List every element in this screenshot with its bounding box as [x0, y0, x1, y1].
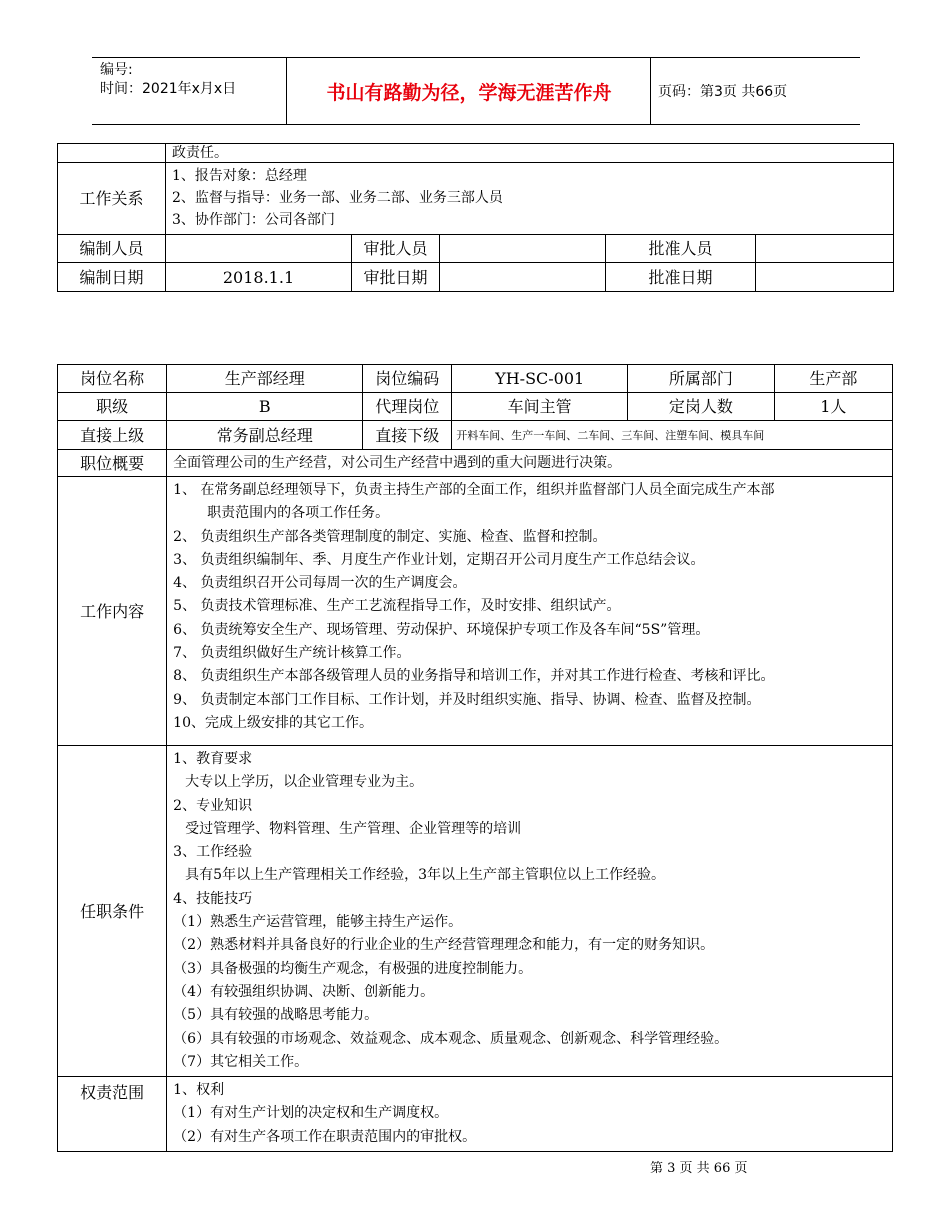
duty-item: 职责范围内的各项工作任务。: [207, 505, 390, 522]
overview-label: 职位概要: [58, 450, 167, 477]
duty-item: 5、 负责技术管理标准、生产工艺流程指导工作，及时安排、组织试产。: [173, 598, 621, 615]
authority-item: （2）有对生产各项工作在职责范围内的审批权。: [173, 1128, 477, 1145]
cell-empty: [58, 144, 166, 163]
grade-value: B: [167, 393, 363, 421]
qualification-content: [167, 746, 893, 1077]
qual-item: （4）有较强组织协调、决断、创新能力。: [173, 983, 435, 1000]
fragment-text: 政责任。: [166, 144, 894, 163]
duty-item: 4、 负责组织召开公司每周一次的生产调度会。: [173, 575, 467, 592]
qual-item: 大专以上学历，以企业管理专业为主。: [185, 774, 424, 791]
relation-line: 1、报告对象：总经理: [172, 168, 307, 184]
position-code-label: 岗位编码: [363, 365, 452, 393]
department-label: 所属部门: [628, 365, 775, 393]
qual-item: （2）熟悉材料并具备良好的行业企业的生产经营管理理念和能力，有一定的财务知识。: [173, 937, 715, 954]
approve-date-label: 审批日期: [352, 263, 440, 292]
superior-label: 直接上级: [58, 421, 167, 450]
ratifier-value: [756, 235, 894, 263]
ratify-date-value: [756, 263, 894, 292]
qual-item: （6）具有较强的市场观念、效益观念、成本观念、质量观念、创新观念、科学管理经验。: [173, 1030, 729, 1047]
edit-date-value: 2018.1.1: [166, 263, 352, 292]
grade-label: 职级: [58, 393, 167, 421]
authority-content: [167, 1077, 893, 1152]
deputy-value: 车间主管: [452, 393, 628, 421]
position-name-value: 生产部经理: [167, 365, 363, 393]
duty-item: 8、 负责组织生产本部各级管理人员的业务指导和培训工作，并对其工作进行检查、考核和评比。: [173, 668, 775, 685]
job-description-table: [57, 364, 893, 1152]
headcount-label: 定岗人数: [628, 393, 775, 421]
qual-item: 1、教育要求: [173, 751, 253, 767]
qual-item: （5）具有较强的战略思考能力。: [173, 1007, 379, 1024]
header-page-info: 页码：第3页 共66页: [658, 84, 788, 100]
approver-value: [440, 235, 606, 263]
subordinate-value: 开料车间、生产一车间、二车间、三车间、注塑车间、模具车间: [452, 421, 893, 450]
overview-text: 全面管理公司的生产经营，对公司生产经营中遇到的重大问题进行决策。: [167, 450, 893, 477]
position-name-label: 岗位名称: [58, 365, 167, 393]
relation-content: [166, 163, 894, 235]
qual-item: （1）熟悉生产运营管理，能够主持生产运作。: [173, 914, 463, 931]
headcount-value: 1人: [774, 393, 892, 421]
approve-date-value: [440, 263, 606, 292]
relation-label: 工作关系: [58, 163, 166, 235]
page-footer: 第 3 页 共 66 页: [650, 1161, 748, 1176]
department-value: 生产部: [774, 365, 892, 393]
qual-item: 4、技能技巧: [173, 890, 253, 907]
duties-content: [167, 477, 893, 746]
duty-item: 7、 负责组织做好生产统计核算工作。: [173, 645, 411, 662]
approver-label: 审批人员: [352, 235, 440, 263]
page-header: [92, 57, 860, 125]
duty-item: 9、 负责制定本部门工作目标、工作计划，并及时组织实施、指导、协调、检查、监督及控制。: [173, 691, 761, 708]
superior-value: 常务副总经理: [167, 421, 363, 450]
doc-time: 时间：2021年x月x日: [100, 81, 237, 97]
editor-value: [166, 235, 352, 263]
doc-number-label: 编号:: [100, 62, 133, 78]
qual-item: 2、专业知识: [173, 797, 253, 814]
authority-item: 1、权利: [173, 1082, 225, 1099]
edit-date-label: 编制日期: [58, 263, 166, 292]
qual-item: 3、工作经验: [173, 844, 253, 861]
job-table-continued: [57, 143, 894, 292]
header-divider: [650, 58, 651, 124]
authority-label: 权责范围: [58, 1077, 167, 1152]
relation-line: 2、监督与指导：业务一部、业务二部、业务三部人员: [172, 190, 503, 206]
header-meta: [100, 61, 236, 99]
authority-item: （1）有对生产计划的决定权和生产调度权。: [173, 1105, 449, 1122]
header-divider: [286, 58, 287, 124]
relation-line: 3、协作部门：公司各部门: [172, 212, 335, 228]
qual-item: 具有5年以上生产管理相关工作经验，3年以上生产部主管职位以上工作经验。: [185, 867, 665, 884]
deputy-label: 代理岗位: [363, 393, 452, 421]
qual-item: （7）其它相关工作。: [173, 1053, 309, 1070]
position-code-value: YH-SC-001: [452, 365, 628, 393]
subordinate-label: 直接下级: [363, 421, 452, 450]
duties-label: 工作内容: [58, 477, 167, 746]
header-motto: 书山有路勤为径，学海无涯苦作舟: [326, 81, 612, 104]
ratify-date-label: 批准日期: [606, 263, 756, 292]
duty-item: 2、 负责组织生产部各类管理制度的制定、实施、检查、监督和控制。: [173, 528, 607, 545]
ratifier-label: 批准人员: [606, 235, 756, 263]
qual-item: （3）具备极强的均衡生产观念，有极强的进度控制能力。: [173, 960, 533, 977]
duty-item: 6、 负责统筹安全生产、现场管理、劳动保护、环境保护专项工作及各车间“5S”管理。: [173, 621, 710, 638]
qual-item: 受过管理学、物料管理、生产管理、企业管理等的培训: [185, 820, 522, 837]
qualification-label: 任职条件: [58, 746, 167, 1077]
duty-item: 3、 负责组织编制年、季、月度生产作业计划，定期召开公司月度生产工作总结会议。: [173, 551, 705, 568]
duty-item: 1、 在常务副总经理领导下，负责主持生产部的全面工作，组织并监督部门人员全面完成生产本部: [173, 482, 775, 498]
editor-label: 编制人员: [58, 235, 166, 263]
duty-item: 10、完成上级安排的其它工作。: [173, 714, 373, 731]
